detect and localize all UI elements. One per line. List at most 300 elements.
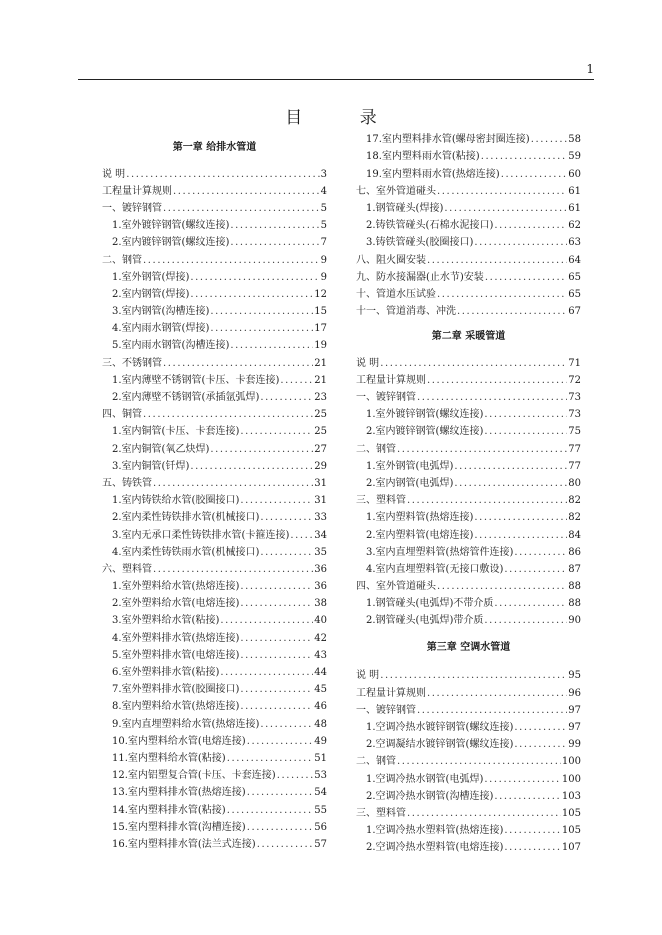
toc-subentry[interactable] (356, 403, 581, 420)
toc-entry-label: 19.室内塑料雨水管(热熔连接) (366, 168, 500, 180)
toc-page-number: 99 (568, 739, 581, 751)
toc-entry-label: 2.室内薄壁不锈钢管(承插氩弧焊) (112, 392, 260, 404)
toc-page-number: 34 (314, 529, 327, 541)
toc-page-number: 21 (314, 374, 327, 386)
toc-page-number: 55 (314, 804, 327, 816)
toc-entry-label: 2.空调冷热水塑料管(电熔连接) (366, 842, 504, 854)
toc-page-number: 38 (314, 598, 327, 610)
toc-page-number: 65 (568, 288, 581, 300)
toc-entry-label: 一、镀锌钢管 (102, 202, 162, 214)
dot-leader (504, 825, 561, 836)
dot-leader (437, 581, 567, 592)
toc-page-number: 96 (568, 687, 581, 699)
toc-subentry[interactable] (356, 128, 581, 145)
toc-page-number: 58 (568, 134, 581, 146)
toc-entry[interactable] (356, 664, 581, 681)
toc-entry-label: 三、塑料管 (356, 495, 406, 507)
dot-leader (437, 186, 567, 197)
toc-entry-label: 18.室内塑料雨水管(粘接) (366, 151, 480, 163)
toc-entry[interactable] (356, 681, 581, 698)
toc-subentry[interactable] (356, 162, 581, 179)
toc-entry[interactable] (356, 802, 581, 819)
toc-entry-label: 4.室外塑料排水管(热熔连接) (112, 632, 240, 644)
dot-leader (290, 530, 313, 541)
toc-entry-label: 1.室外镀锌钢管(螺纹连接) (366, 409, 484, 421)
dot-leader (240, 701, 313, 712)
dot-leader (240, 581, 313, 592)
toc-page-number: 25 (314, 426, 327, 438)
toc-entry-label: 4.室内雨水钢管(焊接) (112, 323, 210, 335)
toc-entry-label: 工程量计算规则 (356, 374, 426, 386)
toc-entry-label: 三、不锈钢管 (102, 357, 162, 369)
dot-leader (190, 461, 313, 472)
toc-page-number: 5 (320, 202, 327, 214)
dot-leader (173, 186, 320, 197)
toc-subentry[interactable] (102, 523, 327, 540)
toc-page-number: 86 (568, 546, 581, 558)
toc-entry[interactable] (356, 575, 581, 592)
toc-entry-label: 2.室内塑料管(电熔连接) (366, 529, 474, 541)
toc-page-number: 23 (314, 392, 327, 404)
dot-leader (501, 169, 568, 180)
toc-entry-label: 5.室外塑料排水管(电熔连接) (112, 649, 240, 661)
toc-subentry[interactable] (356, 819, 581, 836)
toc-entry-label: 2.室内钢管(焊接) (112, 288, 190, 300)
toc-page-number: 77 (568, 443, 581, 455)
toc-page-number: 3 (320, 168, 327, 180)
toc-entry-label: 十一、管道消毒、冲洗 (356, 306, 456, 318)
toc-page-number: 40 (314, 615, 327, 627)
dot-leader (230, 340, 313, 351)
toc-page-number: 82 (568, 495, 581, 507)
toc-entry-label: 3.室内直埋塑料管(热熔管件连接) (366, 546, 514, 558)
toc-entry-label: 2.室内钢管(电弧焊) (366, 477, 454, 489)
toc-subentry[interactable] (102, 437, 327, 454)
dot-leader (163, 203, 320, 214)
toc-entry-label: 1.室外镀锌钢管(螺纹连接) (112, 220, 230, 232)
toc-subentry[interactable] (102, 386, 327, 403)
toc-subentry[interactable] (102, 592, 327, 609)
toc-entry-label: 17.室内塑料排水管(螺母密封圈连接) (366, 134, 530, 146)
toc-page-number: 31 (314, 495, 327, 507)
toc-entry[interactable] (356, 180, 581, 197)
dot-leader (504, 564, 567, 575)
toc-entry-label: 11.室内塑料给水管(粘接) (112, 752, 226, 764)
toc-entry-label: 工程量计算规则 (102, 185, 172, 197)
dot-leader (457, 306, 567, 317)
toc-page-number: 54 (314, 787, 327, 799)
dot-leader (484, 409, 567, 420)
toc-page-number: 59 (568, 151, 581, 163)
toc-subentry[interactable] (102, 283, 327, 300)
toc-entry-label: 7.室外塑料排水管(胶圈接口) (112, 684, 240, 696)
dot-leader (260, 392, 313, 403)
dot-leader (481, 151, 568, 162)
toc-entry-label: 6.室外塑料排水管(粘接) (112, 667, 220, 679)
toc-page-number: 31 (314, 477, 327, 489)
toc-page-number: 43 (314, 649, 327, 661)
toc-entry[interactable] (102, 351, 327, 368)
dot-leader (220, 615, 313, 626)
toc-page-number: 75 (568, 426, 581, 438)
toc-subentry[interactable] (102, 506, 327, 523)
toc-entry[interactable] (102, 180, 327, 197)
dot-leader (153, 478, 313, 489)
toc-entry-label: 1.钢管碰头(电弧焊)不带介质 (366, 598, 494, 610)
toc-entry-label: 说 明 (102, 168, 126, 180)
dot-leader (484, 426, 567, 437)
dot-leader (474, 530, 567, 541)
toc-page-number: 35 (314, 546, 327, 558)
toc-entry[interactable] (356, 699, 581, 716)
toc-subentry[interactable] (102, 317, 327, 334)
toc-page-number: 64 (568, 254, 581, 266)
dot-leader (504, 842, 561, 853)
toc-entry-label: 12.室内铝塑复合管(卡压、卡套连接) (112, 770, 276, 782)
toc-right-column (356, 128, 581, 853)
toc-subentry[interactable] (356, 506, 581, 523)
dot-leader (247, 787, 314, 798)
toc-entry-label: 五、铸铁管 (102, 477, 152, 489)
toc-entry-label: 10.室内塑料给水管(电熔连接) (112, 735, 246, 747)
toc-entry[interactable] (102, 558, 327, 575)
dot-leader (444, 203, 567, 214)
dot-leader (220, 667, 313, 678)
toc-page-number: 61 (568, 185, 581, 197)
toc-entry-label: 说 明 (356, 670, 380, 682)
toc-page-number: 100 (561, 773, 581, 785)
dot-leader (407, 495, 567, 506)
toc-entry-label: 3.室内无承口柔性铸铁排水管(卡箍连接) (112, 529, 290, 541)
toc-page-number: 9 (320, 271, 327, 283)
toc-entry-label: 四、铜管 (102, 409, 142, 421)
toc-page-number: 100 (561, 756, 581, 768)
toc-page-number: 17 (314, 323, 327, 335)
toc-entry-label: 1.室外塑料给水管(热熔连接) (112, 581, 240, 593)
toc-entry-label: 3.室内铜管(钎焊) (112, 460, 190, 472)
toc-page-number: 88 (568, 598, 581, 610)
toc-entry-label: 三、塑料管 (356, 807, 406, 819)
toc-page-number: 36 (314, 563, 327, 575)
toc-entry-label: 2.室内柔性铸铁排水管(机械接口) (112, 512, 260, 524)
toc-entry-label: 2.铸铁管碰头(石棉水泥接口) (366, 220, 494, 232)
toc-subentry[interactable] (102, 266, 327, 283)
toc-subentry[interactable] (356, 197, 581, 214)
toc-subentry[interactable] (102, 609, 327, 626)
toc-entry-label: 4.室内直埋塑料管(无接口敷设) (366, 563, 504, 575)
toc-entry-label: 1.空调冷热水钢管(电弧焊) (366, 773, 484, 785)
dot-leader (427, 688, 567, 699)
toc-entry[interactable] (102, 162, 327, 179)
toc-subentry[interactable] (102, 214, 327, 231)
toc-page-number: 51 (314, 752, 327, 764)
page-title: 目 录 (285, 108, 403, 128)
toc-subentry[interactable] (102, 833, 327, 850)
dot-leader (260, 719, 313, 730)
toc-entry-label: 四、室外管道碰头 (356, 581, 436, 593)
dot-leader (230, 220, 319, 231)
toc-subentry[interactable] (102, 798, 327, 815)
toc-subentry[interactable] (356, 472, 581, 489)
toc-entry[interactable] (356, 750, 581, 767)
toc-entry-label: 13.室内塑料排水管(热熔连接) (112, 787, 246, 799)
toc-entry-label: 一、镀锌钢管 (356, 704, 416, 716)
toc-page-number: 95 (568, 670, 581, 682)
toc-page-number: 88 (568, 581, 581, 593)
dot-leader (514, 547, 567, 558)
toc-page-number: 21 (314, 357, 327, 369)
toc-subentry[interactable] (356, 231, 581, 248)
toc-subentry[interactable] (356, 836, 581, 853)
dot-leader (397, 444, 567, 455)
toc-subentry[interactable] (102, 764, 327, 781)
toc-page-number: 42 (314, 632, 327, 644)
dot-leader (240, 495, 313, 506)
toc-entry[interactable] (356, 489, 581, 506)
toc-subentry[interactable] (102, 695, 327, 712)
toc-entry-label: 3.室外塑料给水管(粘接) (112, 615, 220, 627)
toc-entry-label: 一、镀锌钢管 (356, 392, 416, 404)
dot-leader (474, 237, 567, 248)
dot-leader (494, 598, 567, 609)
toc-entry-label: 二、钢管 (356, 756, 396, 768)
toc-subentry[interactable] (102, 644, 327, 661)
toc-page-number: 67 (568, 306, 581, 318)
toc-entry-label: 16.室内塑料排水管(法兰式连接) (112, 838, 256, 850)
toc-entry[interactable] (356, 351, 581, 368)
dot-leader (380, 670, 567, 681)
toc-entry[interactable] (356, 283, 581, 300)
toc-subentry[interactable] (356, 592, 581, 609)
toc-page-number: 65 (568, 271, 581, 283)
toc-page-number: 29 (314, 460, 327, 472)
dot-leader (210, 444, 313, 455)
toc-subentry[interactable] (102, 575, 327, 592)
dot-leader (240, 684, 313, 695)
dot-leader (485, 272, 567, 283)
toc-subentry[interactable] (102, 747, 327, 764)
dot-leader (484, 615, 567, 626)
dot-leader (484, 774, 561, 785)
dot-leader (474, 512, 567, 523)
toc-subentry[interactable] (356, 767, 581, 784)
toc-entry[interactable] (356, 386, 581, 403)
dot-leader (240, 598, 313, 609)
toc-subentry[interactable] (102, 781, 327, 798)
dot-leader (227, 805, 314, 816)
toc-page-number: 46 (314, 701, 327, 713)
toc-entry-label: 14.室内塑料排水管(粘接) (112, 804, 226, 816)
dot-leader (437, 289, 567, 300)
dot-leader (190, 289, 313, 300)
toc-page-number: 103 (561, 790, 581, 802)
toc-subentry[interactable] (356, 541, 581, 558)
toc-entry-label: 九、防水接漏器(止水节)安装 (356, 271, 484, 283)
toc-page-number: 48 (314, 718, 327, 730)
toc-page-number: 25 (314, 409, 327, 421)
dot-leader (190, 272, 319, 283)
toc-page-number: 72 (568, 374, 581, 386)
toc-entry-label: 说 明 (356, 357, 380, 369)
dot-leader (407, 808, 561, 819)
dot-leader (260, 547, 313, 558)
toc-entry-label: 2.室内铜管(氧乙炔焊) (112, 443, 210, 455)
dot-leader (240, 633, 313, 644)
toc-entry-label: 1.钢管碰头(焊接) (366, 202, 444, 214)
toc-subentry[interactable] (102, 816, 327, 833)
toc-entry-label: 2.钢管碰头(电弧焊)带介质 (366, 615, 484, 627)
toc-page-number: 61 (568, 202, 581, 214)
toc-page-number: 62 (568, 220, 581, 232)
toc-page-number: 107 (561, 842, 581, 854)
toc-page-number: 97 (568, 704, 581, 716)
toc-page-number: 84 (568, 529, 581, 541)
toc-page-number: 105 (561, 825, 581, 837)
toc-entry-label: 1.室内铸铁给水管(胶圈接口) (112, 495, 240, 507)
toc-entry-label: 二、钢管 (356, 443, 396, 455)
toc-page-number: 5 (320, 220, 327, 232)
dot-leader (454, 461, 567, 472)
toc-subentry[interactable] (356, 785, 581, 802)
dot-leader (494, 791, 561, 802)
toc-left-column (102, 128, 327, 850)
chapter-heading: 第一章 给排水管道 (172, 141, 257, 153)
toc-entry-label: 2.室外塑料给水管(电熔连接) (112, 598, 240, 610)
toc-entry[interactable] (356, 369, 581, 386)
dot-leader (494, 220, 567, 231)
dot-leader (210, 323, 313, 334)
toc-page-number: 12 (314, 288, 327, 300)
toc-subentry[interactable] (356, 455, 581, 472)
toc-page-number: 7 (320, 237, 327, 249)
toc-page-number: 77 (568, 460, 581, 472)
toc-entry-label: 七、室外管道碰头 (356, 185, 436, 197)
toc-subentry[interactable] (102, 334, 327, 351)
dot-leader (240, 650, 313, 661)
dot-leader (230, 237, 319, 248)
toc-subentry[interactable] (356, 609, 581, 626)
toc-entry[interactable] (356, 248, 581, 265)
toc-subentry[interactable] (102, 231, 327, 248)
toc-entry-label: 1.室内塑料管(热熔连接) (366, 512, 474, 524)
dot-leader (143, 255, 320, 266)
toc-entry-label: 六、塑料管 (102, 563, 152, 575)
toc-page-number: 90 (568, 615, 581, 627)
dot-leader (227, 753, 314, 764)
toc-page-number: 15 (314, 306, 327, 318)
toc-page-number: 4 (320, 185, 327, 197)
chapter-heading: 第三章 空调水管道 (426, 641, 511, 653)
dot-leader (257, 839, 314, 850)
dot-leader (240, 426, 313, 437)
dot-leader (247, 822, 314, 833)
toc-subentry[interactable] (356, 558, 581, 575)
toc-page-number: 80 (568, 477, 581, 489)
toc-subentry[interactable] (356, 523, 581, 540)
toc-page-number: 82 (568, 512, 581, 524)
toc-subentry[interactable] (102, 420, 327, 437)
dot-leader (417, 392, 567, 403)
dot-leader (163, 358, 313, 369)
toc-subentry[interactable] (356, 733, 581, 750)
toc-entry-label: 2.空调冷热水钢管(沟槽连接) (366, 790, 494, 802)
page-number: 1 (586, 62, 594, 76)
toc-subentry[interactable] (102, 455, 327, 472)
toc-entry[interactable] (102, 248, 327, 265)
toc-entry-label: 工程量计算规则 (356, 687, 426, 699)
toc-entry-label: 1.室外钢管(电弧焊) (366, 460, 454, 472)
header-rule (78, 79, 594, 80)
dot-leader (143, 409, 313, 420)
toc-page-number: 87 (568, 563, 581, 575)
dot-leader (514, 739, 567, 750)
toc-entry[interactable] (102, 403, 327, 420)
toc-page-number: 19 (314, 340, 327, 352)
toc-subentry[interactable] (102, 661, 327, 678)
toc-entry[interactable] (102, 472, 327, 489)
dot-leader (153, 564, 313, 575)
toc-subentry[interactable] (102, 541, 327, 558)
toc-entry-label: 2.室内镀锌钢管(螺纹连接) (366, 426, 484, 438)
toc-entry-label: 1.室内薄壁不锈钢管(卡压、卡套连接) (112, 374, 280, 386)
dot-leader (277, 770, 314, 781)
toc-page-number: 36 (314, 581, 327, 593)
toc-page-number: 56 (314, 821, 327, 833)
toc-subentry[interactable] (102, 678, 327, 695)
toc-subentry[interactable] (356, 214, 581, 231)
toc-page-number: 105 (561, 807, 581, 819)
chapter-heading: 第二章 采暖管道 (431, 330, 506, 342)
toc-subentry[interactable] (356, 420, 581, 437)
dot-leader (280, 375, 313, 386)
toc-page-number: 45 (314, 684, 327, 696)
toc-subentry[interactable] (102, 730, 327, 747)
dot-leader (247, 736, 314, 747)
toc-entry[interactable] (356, 266, 581, 283)
toc-entry-label: 十、管道水压试验 (356, 288, 436, 300)
toc-entry-label: 1.空调冷热水镀锌钢管(螺纹连接) (366, 722, 514, 734)
toc-entry-label: 1.室内铜管(卡压、卡套连接) (112, 426, 240, 438)
toc-page-number: 27 (314, 443, 327, 455)
toc-page-number: 9 (320, 254, 327, 266)
toc-subentry[interactable] (102, 489, 327, 506)
dot-leader (380, 358, 567, 369)
dot-leader (260, 512, 313, 523)
toc-entry-label: 15.室内塑料排水管(沟槽连接) (112, 821, 246, 833)
toc-entry[interactable] (102, 197, 327, 214)
toc-subentry[interactable] (102, 369, 327, 386)
toc-subentry[interactable] (102, 712, 327, 729)
toc-page-number: 49 (314, 735, 327, 747)
dot-leader (514, 722, 567, 733)
toc-page-number: 60 (568, 168, 581, 180)
toc-entry[interactable] (356, 300, 581, 317)
dot-leader (454, 478, 567, 489)
toc-subentry[interactable] (102, 300, 327, 317)
toc-subentry[interactable] (356, 716, 581, 733)
toc-subentry[interactable] (102, 626, 327, 643)
dot-leader (210, 306, 313, 317)
toc-entry[interactable] (356, 437, 581, 454)
dot-leader (531, 134, 568, 145)
toc-entry-label: 4.室内柔性铸铁雨水管(机械接口) (112, 546, 260, 558)
dot-leader (427, 375, 567, 386)
toc-subentry[interactable] (356, 145, 581, 162)
toc-entry-label: 3.室内钢管(沟槽连接) (112, 306, 210, 318)
toc-page-number: 71 (568, 357, 581, 369)
toc-page-number: 73 (568, 392, 581, 404)
toc-page-number: 63 (568, 237, 581, 249)
